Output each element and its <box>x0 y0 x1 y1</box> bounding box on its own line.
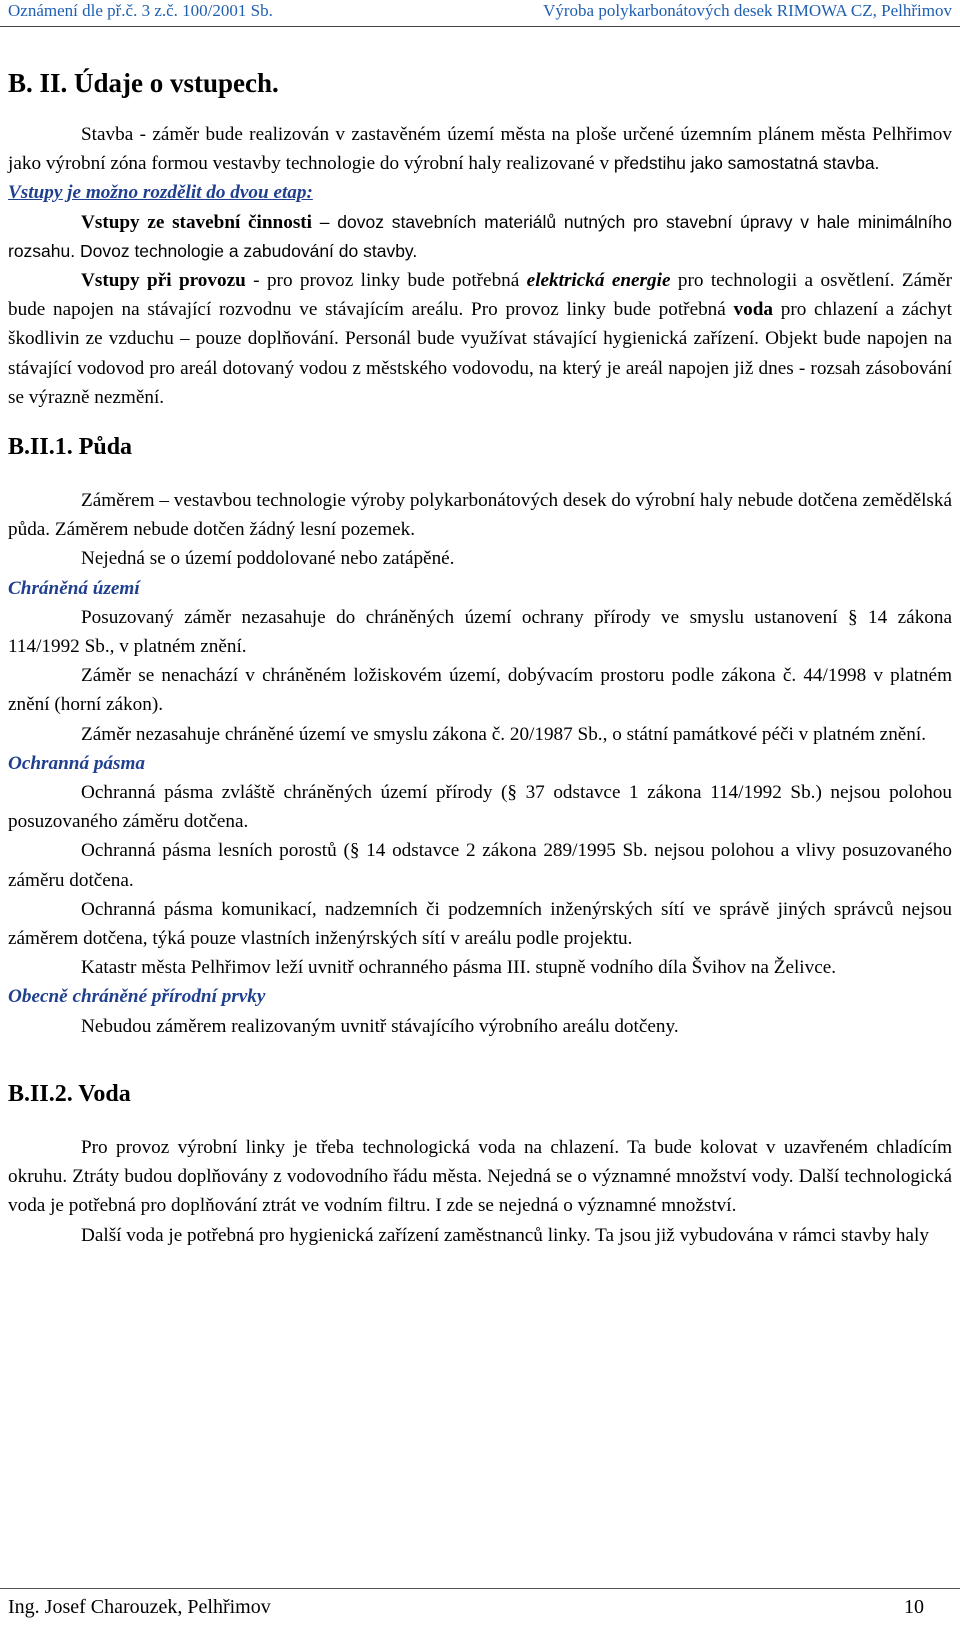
section-heading-voda: B.II.2. Voda <box>8 1080 131 1107</box>
ochranna-paragraph-3: Ochranná pásma komunikací, nadzemních či podzemních inženýrských sítí ve správě jiných správců nejsou záměrem dotčena, týká pouze vlastních inženýrských sítí v areálu podle projektu. <box>8 898 952 950</box>
page-header <box>8 0 952 22</box>
stavba-paragraph: Vstupy ze stavební činnosti – dovoz stavebních materiálů nutných pro stavební úpravy v hale minimálního rozsahu. Dovoz technologie a zabudování do stavby. <box>8 211 952 261</box>
header-right: Výroba polykarbonátových desek RIMOWA CZ, Pelhřimov <box>543 1 952 20</box>
voda-paragraph-2: Další voda je potřebná pro hygienická zařízení zaměstnanců linky. Ta jsou již vybudována v rámci stavby haly <box>81 1224 929 1246</box>
intro-paragraph: Stavba - záměr bude realizován v zastavěném území města na ploše určené územním plánem města Pelhřimov jako výrobní zóna formou vestavby technologie do výrobní haly realizované v předstihu jako samostatná stavba. <box>8 124 952 175</box>
voda-paragraph-1: Pro provoz výrobní linky je třeba technologická voda na chlazení. Ta bude kolovat v uzavřeném chladícím okruhu. Ztráty budou doplňovány z vodovodního řádu města. Nejedná se o významné množství vody. Další technologická voda je potřebná pro doplňování ztrát ve vodním filtru. I zde se nejedná o významné množství. <box>8 1136 952 1217</box>
chranena-subheading: Chráněná území <box>8 577 140 599</box>
obecne-subheading: Obecně chráněné přírodní prvky <box>8 986 266 1008</box>
chranena-paragraph-3: Záměr nezasahuje chráněné území ve smyslu zákona č. 20/1987 Sb., o státní památkové péči v platném znění. <box>81 723 927 745</box>
header-left: Oznámení dle př.č. 3 z.č. 100/2001 Sb. <box>8 1 273 20</box>
puda-paragraph-2: Nejedná se o území poddolované nebo zatápěné. <box>81 548 455 570</box>
header-divider <box>0 26 960 27</box>
chranena-paragraph-1: Posuzovaný záměr nezasahuje do chráněných území ochrany přírody ve smyslu ustanovení § 14 zákona 114/1992 Sb., v platném znění. <box>8 606 952 658</box>
provoz-paragraph: Vstupy při provozu - pro provoz linky bude potřebná elektrická energie pro technologii a osvětlení. Záměr bude napojen na stávající rozvodnu ve stávajícím areálu. Pro provoz linky bude potřebná voda pro chlazení a záchyt škodlivin ze vzduchu – pouze doplňování. Personál bude využívat stávající hygienická zařízení. Objekt bude napojen na stávající vodovod pro areál dotovaný vodou z městského vodovodu, na který je areál napojen již dnes - rozsah zásobování se výrazně nezmění. <box>8 270 952 408</box>
ochranna-paragraph-4: Katastr města Pelhřimov leží uvnitř ochranného pásma III. stupně vodního díla Švihov na Želivce. <box>81 957 837 979</box>
etapy-subheading: Vstupy je možno rozdělit do dvou etap: <box>8 182 313 204</box>
document-body <box>8 66 952 1250</box>
section-heading-puda: B.II.1. Půda <box>8 434 133 461</box>
footer-author: Ing. Josef Charouzek, Pelhřimov <box>8 1596 271 1618</box>
puda-paragraph-1: Záměrem – vestavbou technologie výroby polykarbonátových desek do výrobní haly nebude dotčena zemědělská půda. Záměrem nebude dotčen žádný lesní pozemek. <box>8 490 952 541</box>
chranena-paragraph-2: Záměr se nenachází v chráněném ložiskovém území, dobývacím prostoru podle zákona č. 44/1998 v platném znění (horní zákon). <box>8 665 952 716</box>
ochranna-subheading: Ochranná pásma <box>8 752 146 774</box>
ochranna-paragraph-1: Ochranná pásma zvláště chráněných území přírody (§ 37 odstavce 1 zákona 114/1992 Sb.) nejsou polohou posuzovaného záměru dotčena. <box>8 782 952 833</box>
page-title: B. II. Údaje o vstupech. <box>8 68 279 98</box>
page-number: 10 <box>904 1596 924 1618</box>
ochranna-paragraph-2: Ochranná pásma lesních porostů (§ 14 odstavce 2 zákona 289/1995 Sb. nejsou polohou a vlivy posuzovaného záměru dotčena. <box>8 840 952 891</box>
page-footer <box>8 1596 924 1622</box>
footer-divider <box>0 1588 960 1589</box>
obecne-paragraph: Nebudou záměrem realizovaným uvnitř stávajícího výrobního areálu dotčeny. <box>81 1015 679 1037</box>
